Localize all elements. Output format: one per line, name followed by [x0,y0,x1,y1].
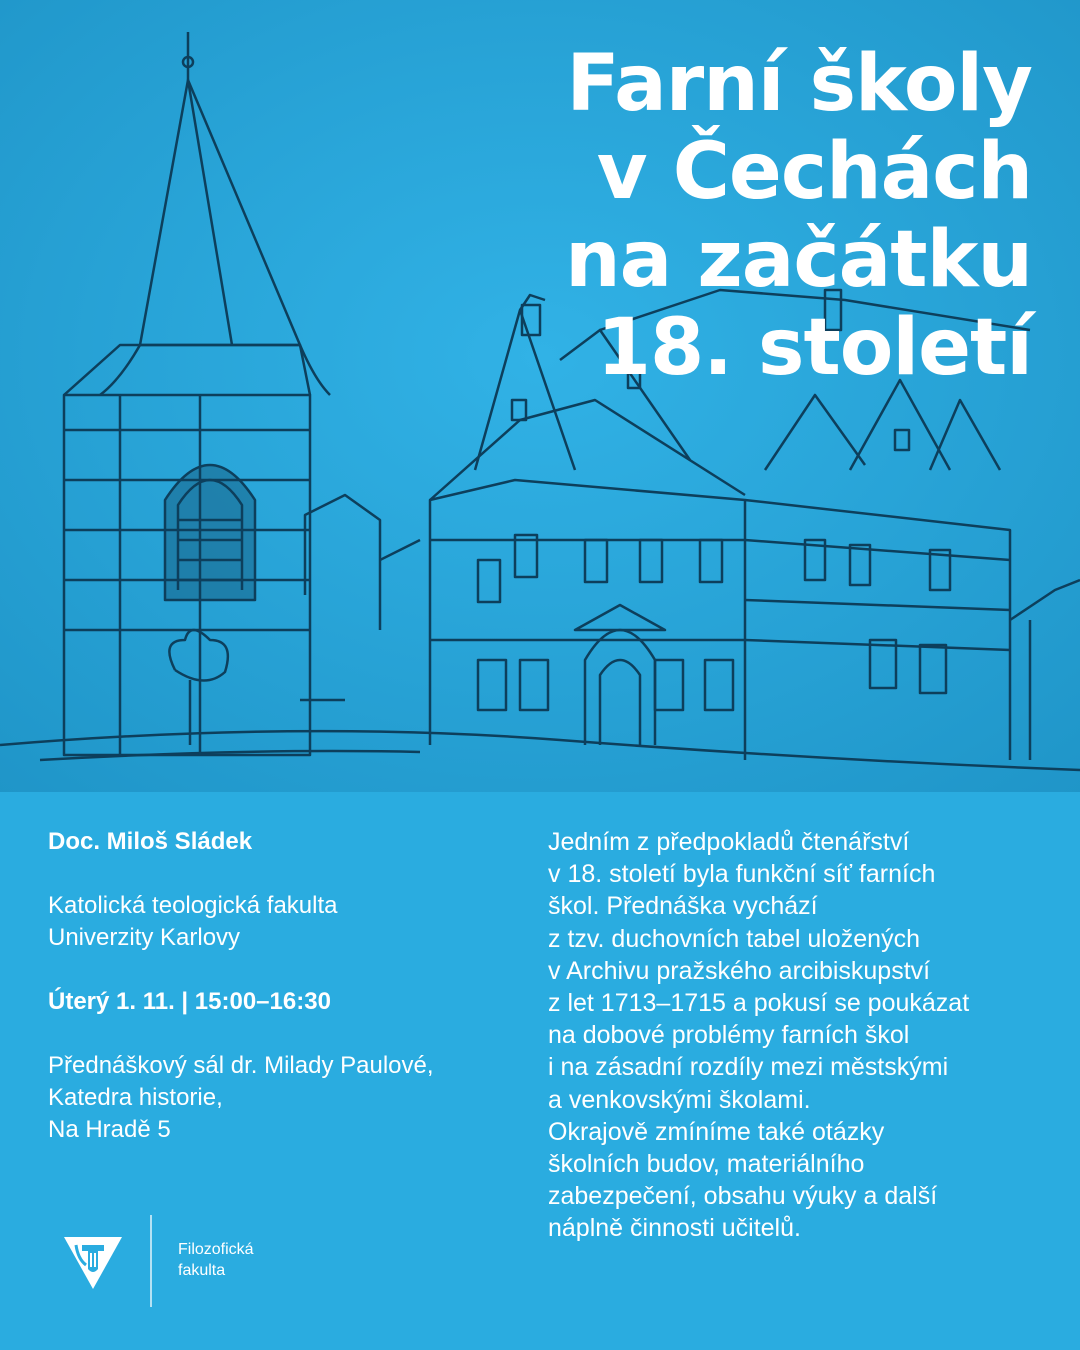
abstract-line: zabezpečení, obsahu výuky a další [548,1182,938,1211]
title-line: Farní školy [566,39,1032,129]
faculty-name-line: Filozofická [178,1241,254,1258]
title-line: na začátku [565,215,1032,305]
abstract-line: v 18. století byla funkční síť farních [548,860,936,889]
title-line: 18. století [596,303,1032,393]
lecture-abstract [548,826,1048,1245]
abstract-line: škol. Přednáška vychází [548,892,818,921]
abstract-line: i na zásadní rozdíly mezi městskými [548,1053,949,1082]
title-line: v Čechách [596,127,1032,217]
abstract-line: náplně činnosti učitelů. [548,1214,801,1243]
abstract-line: Okrajově zmíníme také otázky [548,1117,885,1146]
speaker-name: Doc. Miloš Sládek [48,828,253,855]
spacer [48,954,518,986]
abstract-line: Jedním z předpokladů čtenářství [548,828,910,856]
spacer [48,1018,518,1050]
lecture-title [565,40,1032,392]
abstract-line: z let 1713–1715 a pokusí se poukázat [548,989,970,1018]
faculty-name-line: fakulta [178,1262,226,1279]
abstract-line: na dobové problémy farních škol [548,1021,910,1050]
speaker-affiliation: Katolická teologická fakulta [48,892,338,919]
abstract-line: z tzv. duchovních tabel uložených [548,924,920,953]
faculty-logo [62,1215,362,1307]
abstract-line: v Archivu pražského arcibiskupství [548,956,931,985]
event-venue: Na Hradě 5 [48,1116,171,1143]
university-shield-icon [62,1231,124,1293]
abstract-line: školních budov, materiálního [548,1150,865,1179]
logo-divider [150,1215,152,1307]
speaker-affiliation: Univerzity Karlovy [48,924,241,951]
event-venue: Přednáškový sál dr. Milady Paulové, [48,1052,434,1079]
event-venue: Katedra historie, [48,1084,223,1111]
abstract-line: a venkovskými školami. [548,1085,811,1114]
event-datetime: Úterý 1. 11. | 15:00–16:30 [48,988,331,1015]
faculty-name [178,1239,254,1281]
spacer [48,858,518,890]
event-details [48,826,518,1146]
